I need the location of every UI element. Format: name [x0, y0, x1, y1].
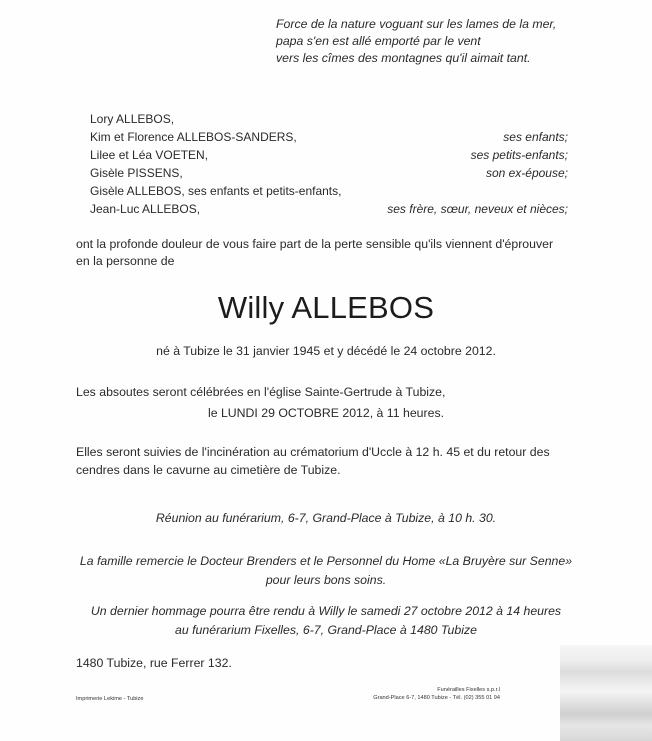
family-member: Jean-Luc ALLEBOS,: [90, 202, 201, 216]
thanks-line: La famille remercie le Docteur Brenders et le Personnel du Home «La Bruyère sur Senne»: [79, 554, 573, 568]
family-member: Kim et Florence ALLEBOS-SANDERS,: [90, 130, 297, 144]
family-list: [90, 110, 341, 218]
sea-landscape-photo: [560, 645, 652, 741]
birth-death-dates: né à Tubize le 31 janvier 1945 et y décédé le 24 octobre 2012.: [156, 344, 496, 358]
relation-ex-wife: son ex-épouse;: [485, 166, 568, 180]
tribute-line: au funérarium Fixelles, 6-7, Grand-Place à 1480 Tubize: [175, 623, 477, 637]
service-date: le LUNDI 29 OCTOBRE 2012, à 11 heures.: [207, 406, 445, 420]
deceased-name: Willy ALLEBOS: [217, 290, 435, 325]
funeral-home-name: Funérailles Fixelles s.p.r.l: [437, 687, 500, 693]
relation-spacer: [387, 182, 568, 200]
intro-line: ont la profonde douleur de vous faire part de la perte sensible qu'ils viennent d'éprouver: [76, 237, 554, 251]
printer-credit: Imprimerie Lekime - Tubize: [76, 696, 144, 702]
poem-line: papa s'en est allé emporté par le vent: [276, 34, 481, 48]
family-address: 1480 Tubize, rue Ferrer 132.: [76, 656, 232, 670]
tribute-line: Un dernier hommage pourra être rendu à Willy le samedi 27 octobre 2012 à 14 heures: [90, 604, 562, 618]
family-relations: [387, 128, 568, 218]
poem: [276, 16, 556, 67]
gathering-info: Réunion au funérarium, 6-7, Grand-Place à Tubize, à 10 h. 30.: [155, 511, 497, 525]
cremation-line: Elles seront suivies de l'incinération au crématorium d'Uccle à 12 h. 45 et du retour des: [76, 445, 550, 459]
thanks-line: pour leurs bons soins.: [265, 573, 387, 587]
relation-grandchildren: ses petits-enfants;: [470, 148, 568, 162]
relation-siblings: ses frère, sœur, neveux et nièces;: [387, 202, 568, 216]
family-member: Gisèle ALLEBOS, ses enfants et petits-enfants,: [90, 184, 342, 198]
funeral-home-address: Grand-Place 6-7, 1480 Tubize - Tél. (02) 355 01 94: [373, 695, 500, 701]
relation-children: ses enfants;: [503, 130, 568, 144]
service-line: Les absoutes seront célébrées en l'église Sainte-Gertrude à Tubize,: [76, 385, 446, 399]
intro-line: en la personne de: [76, 254, 175, 268]
poem-line: Force de la nature voguant sur les lames de la mer,: [276, 17, 557, 31]
cremation-line: cendres dans le cavurne au cimetière de Tubize.: [76, 463, 341, 477]
family-member: Lilee et Léa VOETEN,: [90, 148, 209, 162]
family-member: Gisèle PISSENS,: [90, 166, 183, 180]
poem-line: vers les cîmes des montagnes qu'il aimait tant.: [276, 51, 531, 65]
family-member: Lory ALLEBOS,: [90, 112, 175, 126]
